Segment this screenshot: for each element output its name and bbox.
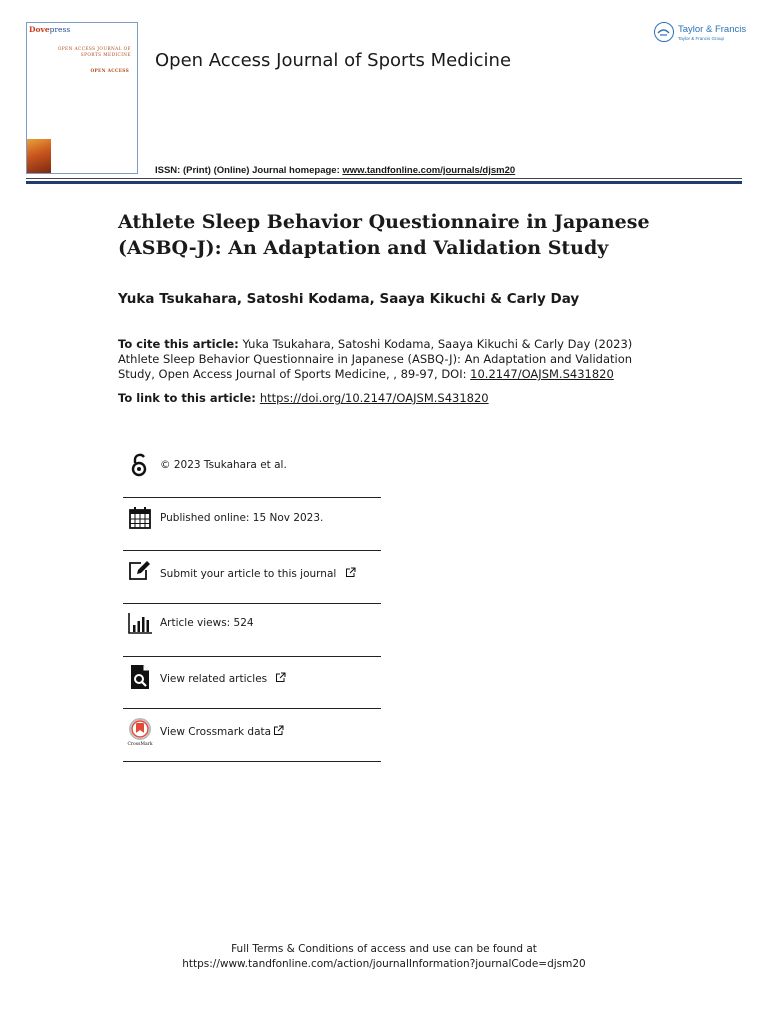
- svg-text:CrossMark: CrossMark: [127, 742, 153, 747]
- journal-title: Open Access Journal of Sports Medicine: [155, 50, 512, 71]
- external-link-icon: [345, 567, 356, 578]
- article-link-line: [118, 391, 489, 405]
- terms-line: Full Terms & Conditions of access and use can be found at: [231, 943, 537, 955]
- cover-open-access: OPEN ACCESS: [90, 69, 129, 74]
- citation: [118, 337, 658, 382]
- open-access-icon: [127, 452, 153, 478]
- bar-chart-icon: [127, 611, 153, 637]
- views-row: [123, 605, 381, 657]
- edit-icon: [127, 558, 153, 584]
- submit-row[interactable]: [123, 552, 381, 604]
- divider: [123, 708, 381, 709]
- external-link-icon: [273, 725, 284, 736]
- divider: [123, 550, 381, 551]
- terms-url[interactable]: https://www.tandfonline.com/action/journalInformation?journalCode=djsm20: [182, 958, 586, 970]
- header-divider-thick: [26, 181, 742, 184]
- citation-label: To cite this article:: [118, 337, 239, 351]
- calendar-icon: [127, 505, 153, 531]
- article-authors: Yuka Tsukahara, Satoshi Kodama, Saaya Kikuchi & Carly Day: [118, 291, 580, 307]
- divider: [123, 761, 381, 762]
- publisher-name: Taylor & Francis: [678, 24, 747, 35]
- terms-footer: [0, 942, 768, 972]
- related-row[interactable]: [123, 657, 381, 709]
- external-link-icon: [275, 672, 286, 683]
- article-doi-link[interactable]: https://doi.org/10.2147/OAJSM.S431820: [259, 391, 489, 405]
- citation-doi-link[interactable]: 10.2147/OAJSM.S431820: [470, 367, 614, 381]
- article-link-label: To link to this article:: [118, 391, 256, 405]
- cover-image: [27, 139, 51, 173]
- cover-brand: Dovepress: [29, 25, 71, 34]
- article-title: Athlete Sleep Behavior Questionnaire in Japanese (ASBQ-J): An Adaptation and Validation Study: [118, 211, 650, 259]
- issn-label: ISSN: (Print) (Online) Journal homepage:: [155, 165, 343, 176]
- publisher-logo-icon: [654, 22, 674, 42]
- published-row: [123, 499, 381, 551]
- issn-line: [155, 165, 515, 176]
- published-date: Published online: 15 Nov 2023.: [160, 512, 324, 524]
- related-articles-link[interactable]: View related articles: [160, 672, 286, 685]
- license-text: © 2023 Tsukahara et al.: [160, 459, 287, 471]
- divider: [123, 603, 381, 604]
- crossmark-icon: [127, 718, 153, 747]
- cover-journal-title: OPEN ACCESS JOURNAL OF SPORTS MEDICINE: [57, 47, 131, 58]
- header-divider-thin: [26, 178, 742, 179]
- citation-text: Yuka Tsukahara, Satoshi Kodama, Saaya Kikuchi & Carly Day (2023) Athlete Sleep Behavior Questionnaire in Japanese (ASBQ-J): An Adaptation and Validation Study, Open Access Journal of Sports Medicine, , 89-97, DOI:: [118, 337, 633, 381]
- crossmark-link[interactable]: View Crossmark data: [160, 725, 284, 738]
- journal-homepage-link[interactable]: www.tandfonline.com/journals/djsm20: [342, 165, 516, 176]
- crossmark-row[interactable]: [123, 710, 381, 762]
- license-row: [123, 446, 381, 498]
- submit-article-link[interactable]: Submit your article to this journal: [160, 567, 356, 580]
- journal-cover-thumbnail: [26, 22, 138, 174]
- publisher-group: Taylor & Francis Group: [678, 36, 725, 41]
- divider: [123, 497, 381, 498]
- related-articles-icon: [127, 664, 153, 690]
- article-views: Article views: 524: [160, 617, 254, 629]
